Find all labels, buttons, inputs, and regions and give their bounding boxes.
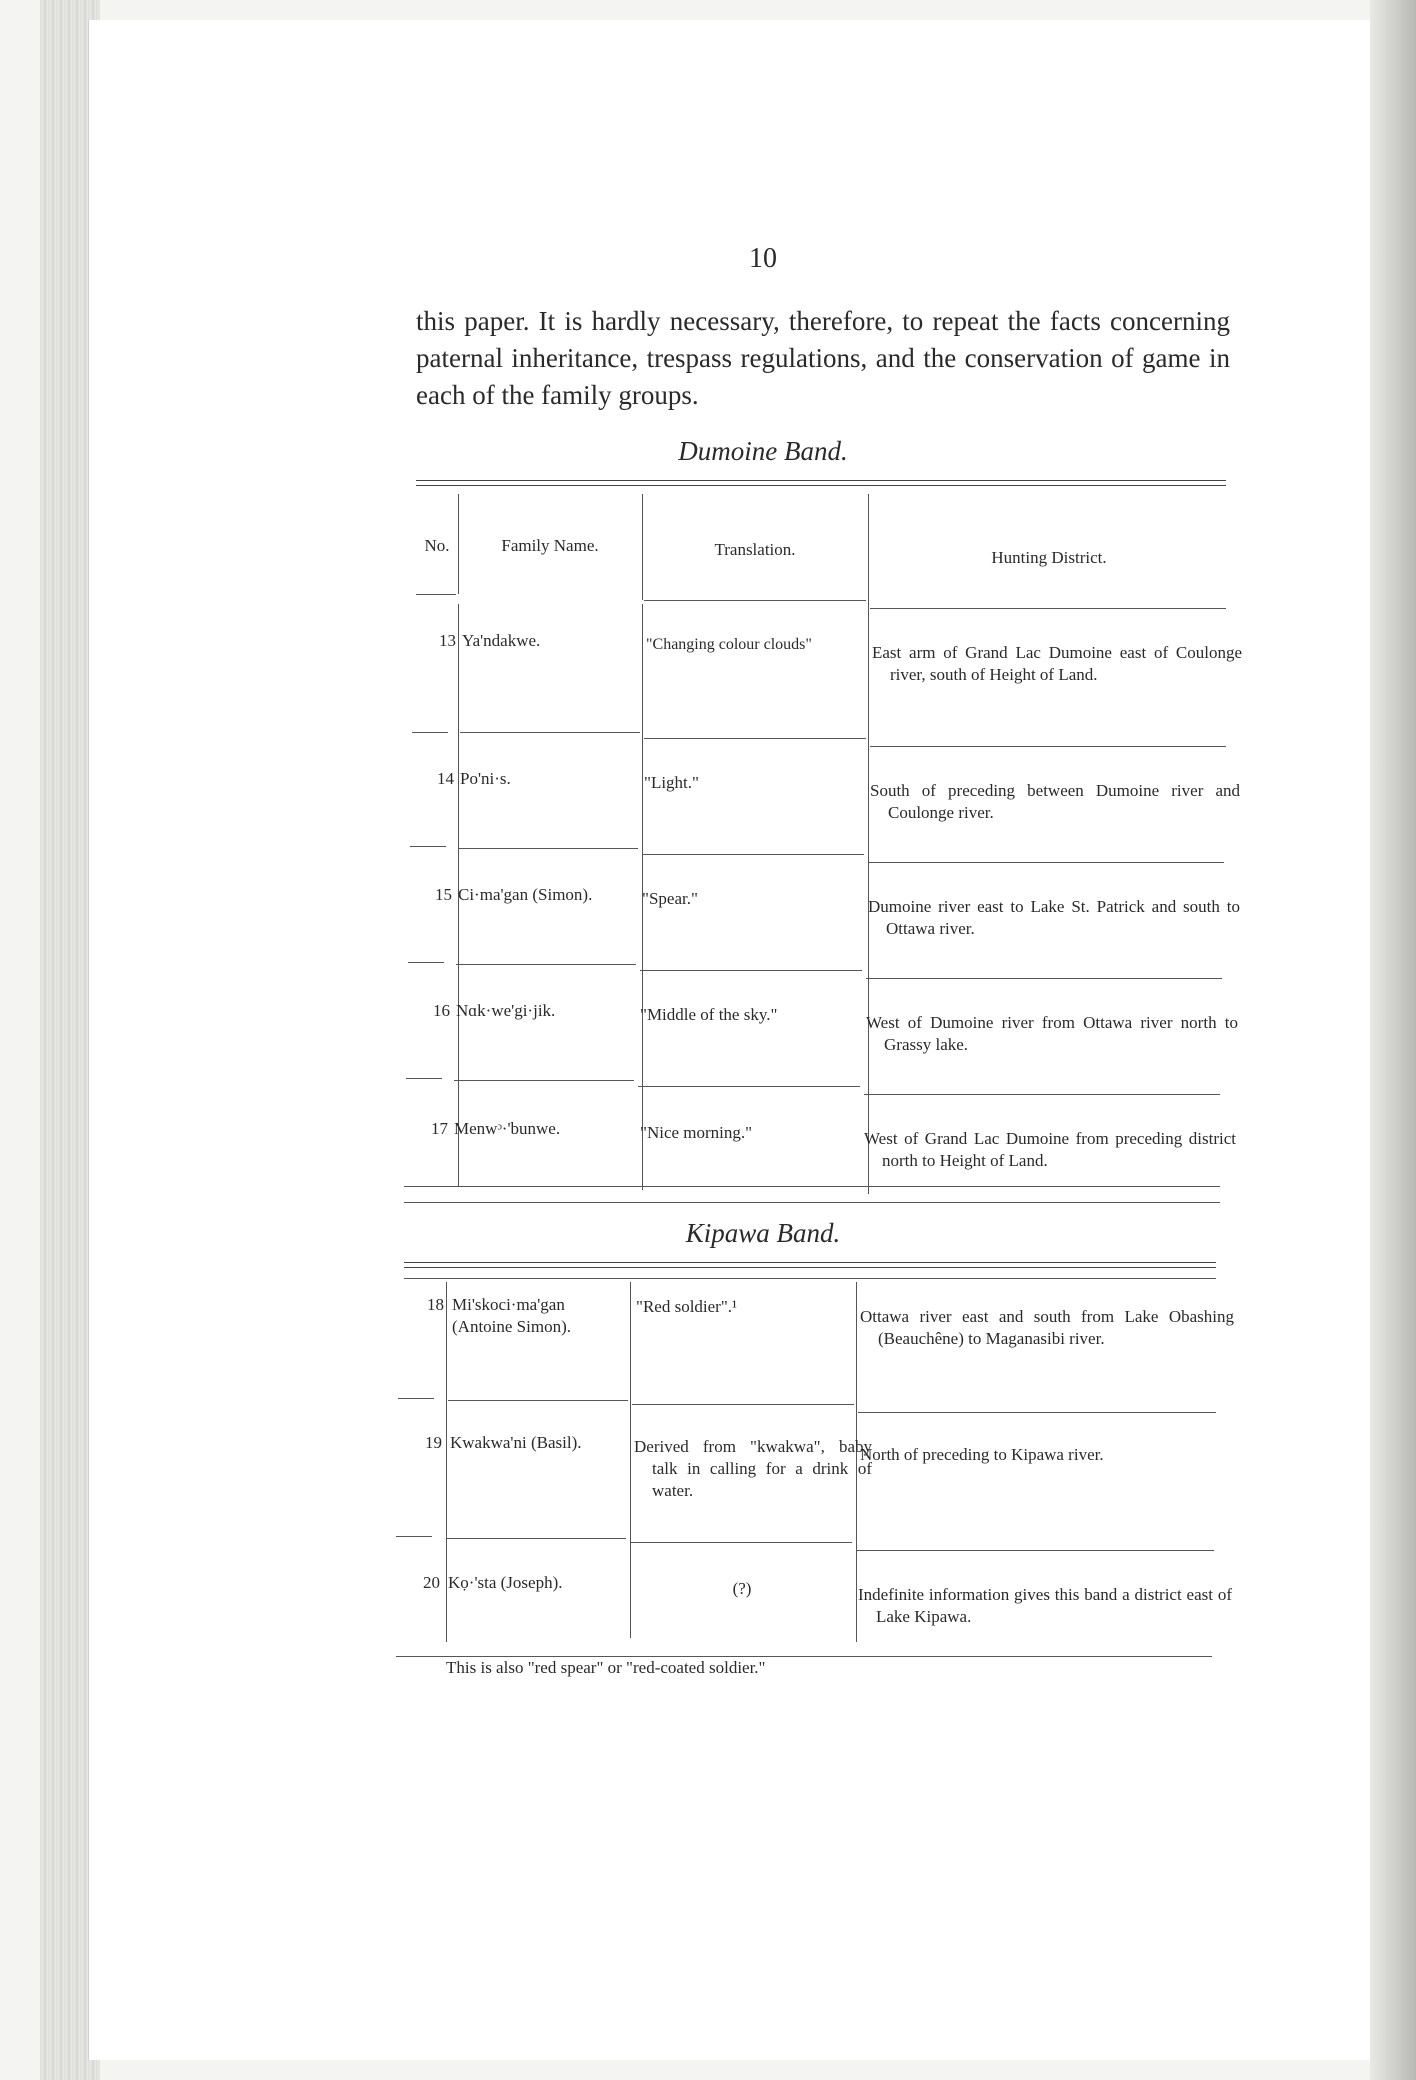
row-rule (406, 1078, 442, 1079)
row-no: 16 (433, 1001, 450, 1020)
row-hunting-district: Indefinite information gives this band a district east of Lake Kipawa. (858, 1585, 1232, 1626)
intro-paragraph: this paper. It is hardly necessary, therefore, to repeat the facts concerning paternal inheritance, trespass regulations, and the conservation of game in each of the family groups. (416, 306, 1230, 410)
row-rule (632, 1404, 854, 1405)
row-translation: (?) (732, 1579, 752, 1598)
row-translation: "Middle of the sky." (640, 1005, 778, 1024)
row-rule (410, 846, 446, 847)
row-no: 15 (435, 885, 452, 904)
row-hunting-district: South of preceding between Dumoine river and Coulonge river. (870, 781, 1240, 822)
page-number: 10 (749, 243, 777, 274)
row-family-name: Nɑk·we'gi·jik. (456, 1001, 556, 1020)
dumoine-top-rule (416, 480, 1226, 486)
row-no: 14 (437, 769, 454, 788)
row-rule (446, 1538, 626, 1539)
row-no: 19 (425, 1433, 442, 1452)
kipawa-col-line-1 (446, 1282, 447, 1642)
kipawa-bottom-rule (396, 1656, 1212, 1657)
row-family-name: Po'ni·s. (460, 769, 511, 788)
row-no: 20 (423, 1573, 440, 1592)
row-no: 17 (431, 1119, 448, 1138)
header-family-name: Family Name. (501, 536, 599, 555)
row-rule (870, 746, 1226, 747)
row-translation: "Red soldier".¹ (636, 1297, 738, 1316)
dumoine-col-line-2 (642, 494, 643, 600)
dumoine-bottom-rule (404, 1186, 1220, 1187)
row-no: 13 (439, 631, 456, 650)
row-family-name: Kwakwa'ni (Basil). (450, 1433, 582, 1452)
row-rule (454, 1080, 634, 1081)
row-family-name: Kọ·'sta (Joseph). (448, 1573, 563, 1592)
row-rule (412, 732, 448, 733)
row-rule (644, 738, 866, 739)
kipawa-header-rule (404, 1278, 1216, 1279)
kipawa-top-rule (404, 1262, 1216, 1268)
row-rule (396, 1536, 432, 1537)
row-hunting-district: North of preceding to Kipawa river. (860, 1445, 1104, 1464)
row-rule (460, 732, 640, 733)
row-hunting-district: Ottawa river east and south from Lake Obashing (Beauchêne) to Maganasibi river. (860, 1307, 1234, 1348)
header-rule-translation (644, 600, 866, 601)
row-rule (638, 1086, 860, 1087)
header-hunting-district: Hunting District. (991, 548, 1107, 567)
row-family-name: Menwᵓ·'bunwe. (454, 1119, 561, 1138)
row-translation: "Nice morning." (640, 1123, 753, 1142)
header-no: No. (424, 536, 450, 555)
row-family-name: Ci·ma'gan (Simon). (458, 885, 593, 904)
dumoine-col-line-1 (458, 494, 459, 594)
row-hunting-district: Dumoine river east to Lake St. Patrick and south to Ottawa river. (868, 897, 1240, 938)
binding-shadow (1370, 0, 1416, 2080)
row-rule (408, 962, 444, 963)
row-rule (866, 978, 1222, 979)
row-translation: "Light." (644, 773, 699, 792)
row-translation: "Spear." (642, 889, 698, 908)
dumoine-end-rule (404, 1202, 1220, 1203)
row-rule (458, 848, 638, 849)
header-translation: Translation. (714, 540, 796, 559)
row-rule (858, 1412, 1216, 1413)
footnote: This is also "red spear" or "red-coated soldier." (446, 1658, 766, 1677)
row-no: 18 (427, 1295, 444, 1314)
row-rule (640, 970, 862, 971)
row-rule (642, 854, 864, 855)
row-rule (868, 862, 1224, 863)
dumoine-band-title: Dumoine Band. (678, 436, 848, 466)
header-rule-no (416, 594, 456, 595)
row-hunting-district: West of Dumoine river from Ottawa river north to Grassy lake. (866, 1013, 1238, 1054)
row-translation: Derived from "kwakwa", baby talk in calling for a drink of water. (634, 1437, 872, 1500)
dumoine-col-line-3 (868, 494, 869, 604)
header-rule-district (870, 608, 1226, 609)
row-rule (856, 1550, 1214, 1551)
row-hunting-district: West of Grand Lac Dumoine from preceding district north to Height of Land. (864, 1129, 1236, 1170)
kipawa-band-title: Kipawa Band. (685, 1218, 841, 1248)
row-rule (398, 1398, 434, 1399)
row-hunting-district: East arm of Grand Lac Dumoine east of Coulonge river, south of Height of Land. (872, 643, 1242, 684)
kipawa-col-line-2 (630, 1282, 631, 1638)
row-translation: "Changing colour clouds" (646, 636, 812, 653)
row-rule (864, 1094, 1220, 1095)
row-family-name: Mi'skoci·ma'gan (Antoine Simon). (452, 1295, 571, 1336)
row-rule (448, 1400, 628, 1401)
row-rule (630, 1542, 852, 1543)
row-rule (456, 964, 636, 965)
row-family-name: Ya'ndakwe. (462, 631, 541, 650)
